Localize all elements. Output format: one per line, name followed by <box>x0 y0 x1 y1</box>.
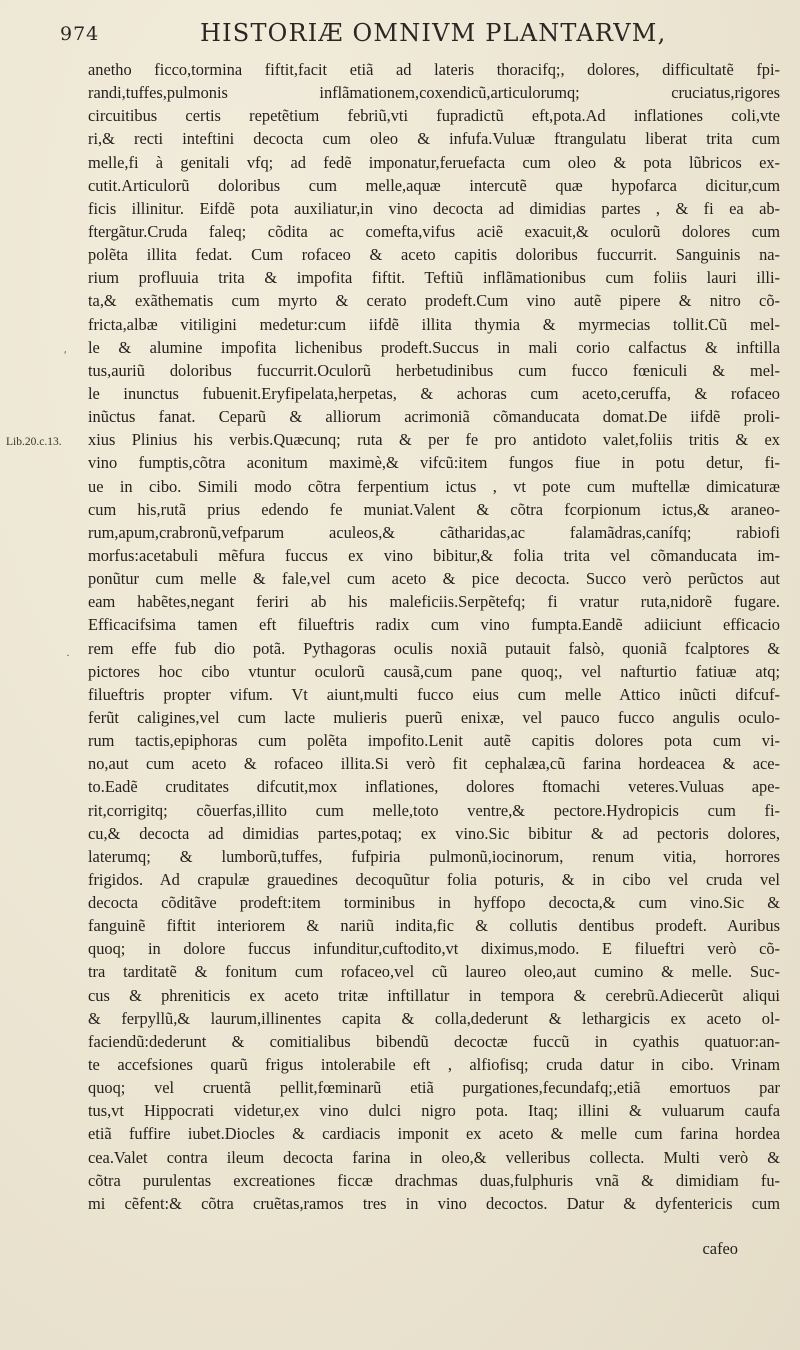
text-line: fanguinẽ fiftit interiorem & nariũ indita,fic & collutis dentibus prodeft. Auribus <box>88 916 780 936</box>
text-line: Efficacifsima tamen eft filueftris radix cum vino fumpta.Eandẽ adiiciunt efficacio <box>88 615 780 635</box>
text-line: anetho ficco,tormina fiftit,facit etiã ad lateris thoracifq;, dolores, difficultatẽ fpi- <box>88 60 780 79</box>
text-line: vino fumptis,cõtra aconitum maximè,& vifcũ:item fungos fiue in potu detur, fi- <box>88 453 780 473</box>
text-line: le inunctus fubuenit.Eryfipelata,herpetas, & achoras cum aceto,ceruffa, & rofaceo <box>88 383 780 403</box>
text-line: polẽta illita fedat. Cum rofaceo & aceto capitis doloribus fuccurrit. Sanguinis na- <box>88 245 780 265</box>
text-line: tus,vt Hippocrati videtur,ex vino dulci nigro pota. Itaq; illini & vuluarum caufa <box>88 1101 780 1121</box>
text-line: laterumq; & lumborũ,tuffes, fufpiria pulmonũ,iocinorum, renum vitia, horrores <box>88 846 780 866</box>
running-title: HISTORIÆ OMNIVM PLANTARVM, <box>200 19 667 47</box>
margin-tick-mark: ʹ <box>64 348 67 362</box>
text-line: ftergãtur.Cruda faleq; cõdita ac comefta,vifus aciẽ exacuit,& oculorũ dolores cum <box>88 221 780 241</box>
text-line: cum his,rutã prius edendo fe muniat.Valent & cõtra fcorpionum ictus,& araneo- <box>88 499 780 519</box>
text-line: to.Eadẽ cruditates difcutit,mox inflationes, dolores ftomachi veteres.Vuluas ape- <box>88 777 780 797</box>
text-line: eam habẽtes,negant feriri ab his maleficiis.Serpẽtefq; fi vratur ruta,nidorẽ fugare. <box>88 592 780 612</box>
text-line: pictores hoc cibo vtuntur oculorũ causã,cum pane quoq;, vel nafturtio fatiuæ atq; <box>88 661 780 681</box>
text-line: rum,apum,crabronũ,vefparum aculeos,& cãtharidas,ac falamãdras,canífq; rabiofi <box>88 522 780 542</box>
text-line: decocta cõditãve prodeft:item torminibus in hyffopo decocta,& cum vino.Sic & <box>88 893 780 913</box>
text-line: mi cẽfent:& cõtra cruẽtas,ramos tres in vino decoctos. Datur & dyfentericis cum <box>88 1193 780 1213</box>
body-text <box>88 58 780 1215</box>
text-line: & ferpyllũ,& laurum,illinentes capita & colla,dederunt & lethargicis ex aceto ol- <box>88 1008 780 1028</box>
text-line: rit,corrigitq; cõuerfas,illito cum melle,toto ventre,& pectore.Hydropicis cum fi- <box>88 800 780 820</box>
text-line: rem effe fub dio potã. Pythagoras oculis noxiã putauit falsò, quoniã fcalptores & <box>88 638 780 658</box>
text-line: inũctus fanat. Ceparũ & alliorum acrimoniã cõmanducata domat.De iifdẽ proli- <box>88 407 780 427</box>
text-line: filueftris propter vifum. Vt aiunt,multi fucco eius cum melle Attico inũcti difcuf- <box>88 684 780 704</box>
text-line: cutit.Articulorũ doloribus cum melle,aquæ intercutẽ quæ hypofarca dicitur,cum <box>88 175 780 195</box>
text-line: circuitibus certis repetẽtium febriũ,vti fupradictũ eft,pota.Ad inflationes coli,vte <box>88 106 780 126</box>
text-line: ta,& exãthematis cum myrto & cerato prodeft.Cum vino autẽ pipere & nitro cõ- <box>88 291 780 311</box>
text-line: le & alumine impofita lichenibus prodeft.Succus in mali corio calfactus & inftilla <box>88 337 780 357</box>
text-line: ponũtur cum melle & fale,vel cum aceto & pice decocta. Succo verò perũctos aut <box>88 569 780 589</box>
text-line: cus & phreniticis ex aceto tritæ inftillatur in tempora & cerebrũ.Adiecerũt aliqui <box>88 985 780 1005</box>
text-line: no,aut cum aceto & rofaceo illita.Si verò fit cephalæa,cũ farina hordeacea & ace- <box>88 754 780 774</box>
text-line: rum tactis,epiphoras cum polẽta impofito.Lenit autẽ capitis dolores pota cum vi- <box>88 731 780 751</box>
text-line: ue in cibo. Simili modo cõtra ferpentium ictus , vt pote cum muftellæ dimicaturæ <box>88 476 780 496</box>
text-line: frigidos. Ad crapulæ grauedines decoquũtur folia poturis, & in cibo vel cruda vel <box>88 869 780 889</box>
text-line: etiã fuffire iubet.Diocles & cardiacis imponit ex aceto & melle cum farina hordea <box>88 1124 780 1144</box>
text-line: cu,& decocta ad dimidias partes,potaq; ex vino.Sic bibitur & ad pectoris dolores, <box>88 823 780 843</box>
margin-dot-mark: · <box>66 648 70 662</box>
text-line: cea.Valet contra ileum decocta farina in oleo,& velleribus collecta. Multi verò & <box>88 1147 780 1167</box>
text-line: ferũt caligines,vel cum lacte mulieris puerũ enixæ, vel pauco fucco angulis oculo- <box>88 707 780 727</box>
text-line: quoq; in dolore fuccus infunditur,cuftodito,vt diximus,modo. E filueftri verò cõ- <box>88 939 780 959</box>
text-line: melle,fi à genitali vfq; ad fedẽ imponatur,feruefacta cum oleo & pota lũbricos ex- <box>88 152 780 172</box>
text-line: tus,auriũ doloribus fuccurrit.Oculorũ herbetudinibus cum fucco fœniculi & mel- <box>88 360 780 380</box>
page-number: 974 <box>60 23 100 45</box>
text-line: quoq; vel cruentã pellit,fœminarũ etiã purgationes,fecundafq;,etiã emortuos par <box>88 1078 780 1098</box>
text-line: rium profluuia trita & impofita fiftit. Teftiũ inflãmationibus cum foliis lauri illi- <box>88 268 780 288</box>
text-line: faciendũ:dederunt & comitialibus bibendũ decoctæ fuccũ in cyathis quatuor:an- <box>88 1031 780 1051</box>
catchword: cafeo <box>702 1239 738 1258</box>
margin-reference: Lib.20.c.13. <box>6 436 62 448</box>
text-line: ri,& recti inteftini decocta cum oleo & infufa.Vuluæ ftrangulatu liberat trita cum <box>88 129 780 149</box>
page-header <box>0 14 800 48</box>
text-line: cõtra purulentas excreationes ficcæ drachmas duas,fulphuris vnã & dimidiam fu- <box>88 1170 780 1190</box>
text-line: te accefsiones quarũ frigus intolerabile eft , alfiofisq; cruda datur in cibo. Vrinam <box>88 1055 780 1075</box>
text-line: xius Plinius his verbis.Quæcunq; ruta & per fe pro antidoto valet,foliis tritis & ex <box>88 430 780 450</box>
text-line: morfus:acetabuli mẽfura fuccus ex vino bibitur,& folia trita vel cõmanducata im- <box>88 545 780 565</box>
text-line: ficis illinitur. Eifdẽ pota auxiliatur,in vino decocta ad dimidias partes , & fi ea ab- <box>88 198 780 218</box>
text-line: randi,tuffes,pulmonis inflãmationem,coxendicũ,articulorumq; cruciatus,rigores <box>88 83 780 103</box>
text-line: fricta,albæ vitiligini medetur:cum iifdẽ illita thymia & myrmecias tollit.Cũ mel- <box>88 314 780 334</box>
text-line: tra tarditatẽ & fonitum cum rofaceo,vel cũ laureo oleo,aut cumino & melle. Suc- <box>88 962 780 982</box>
